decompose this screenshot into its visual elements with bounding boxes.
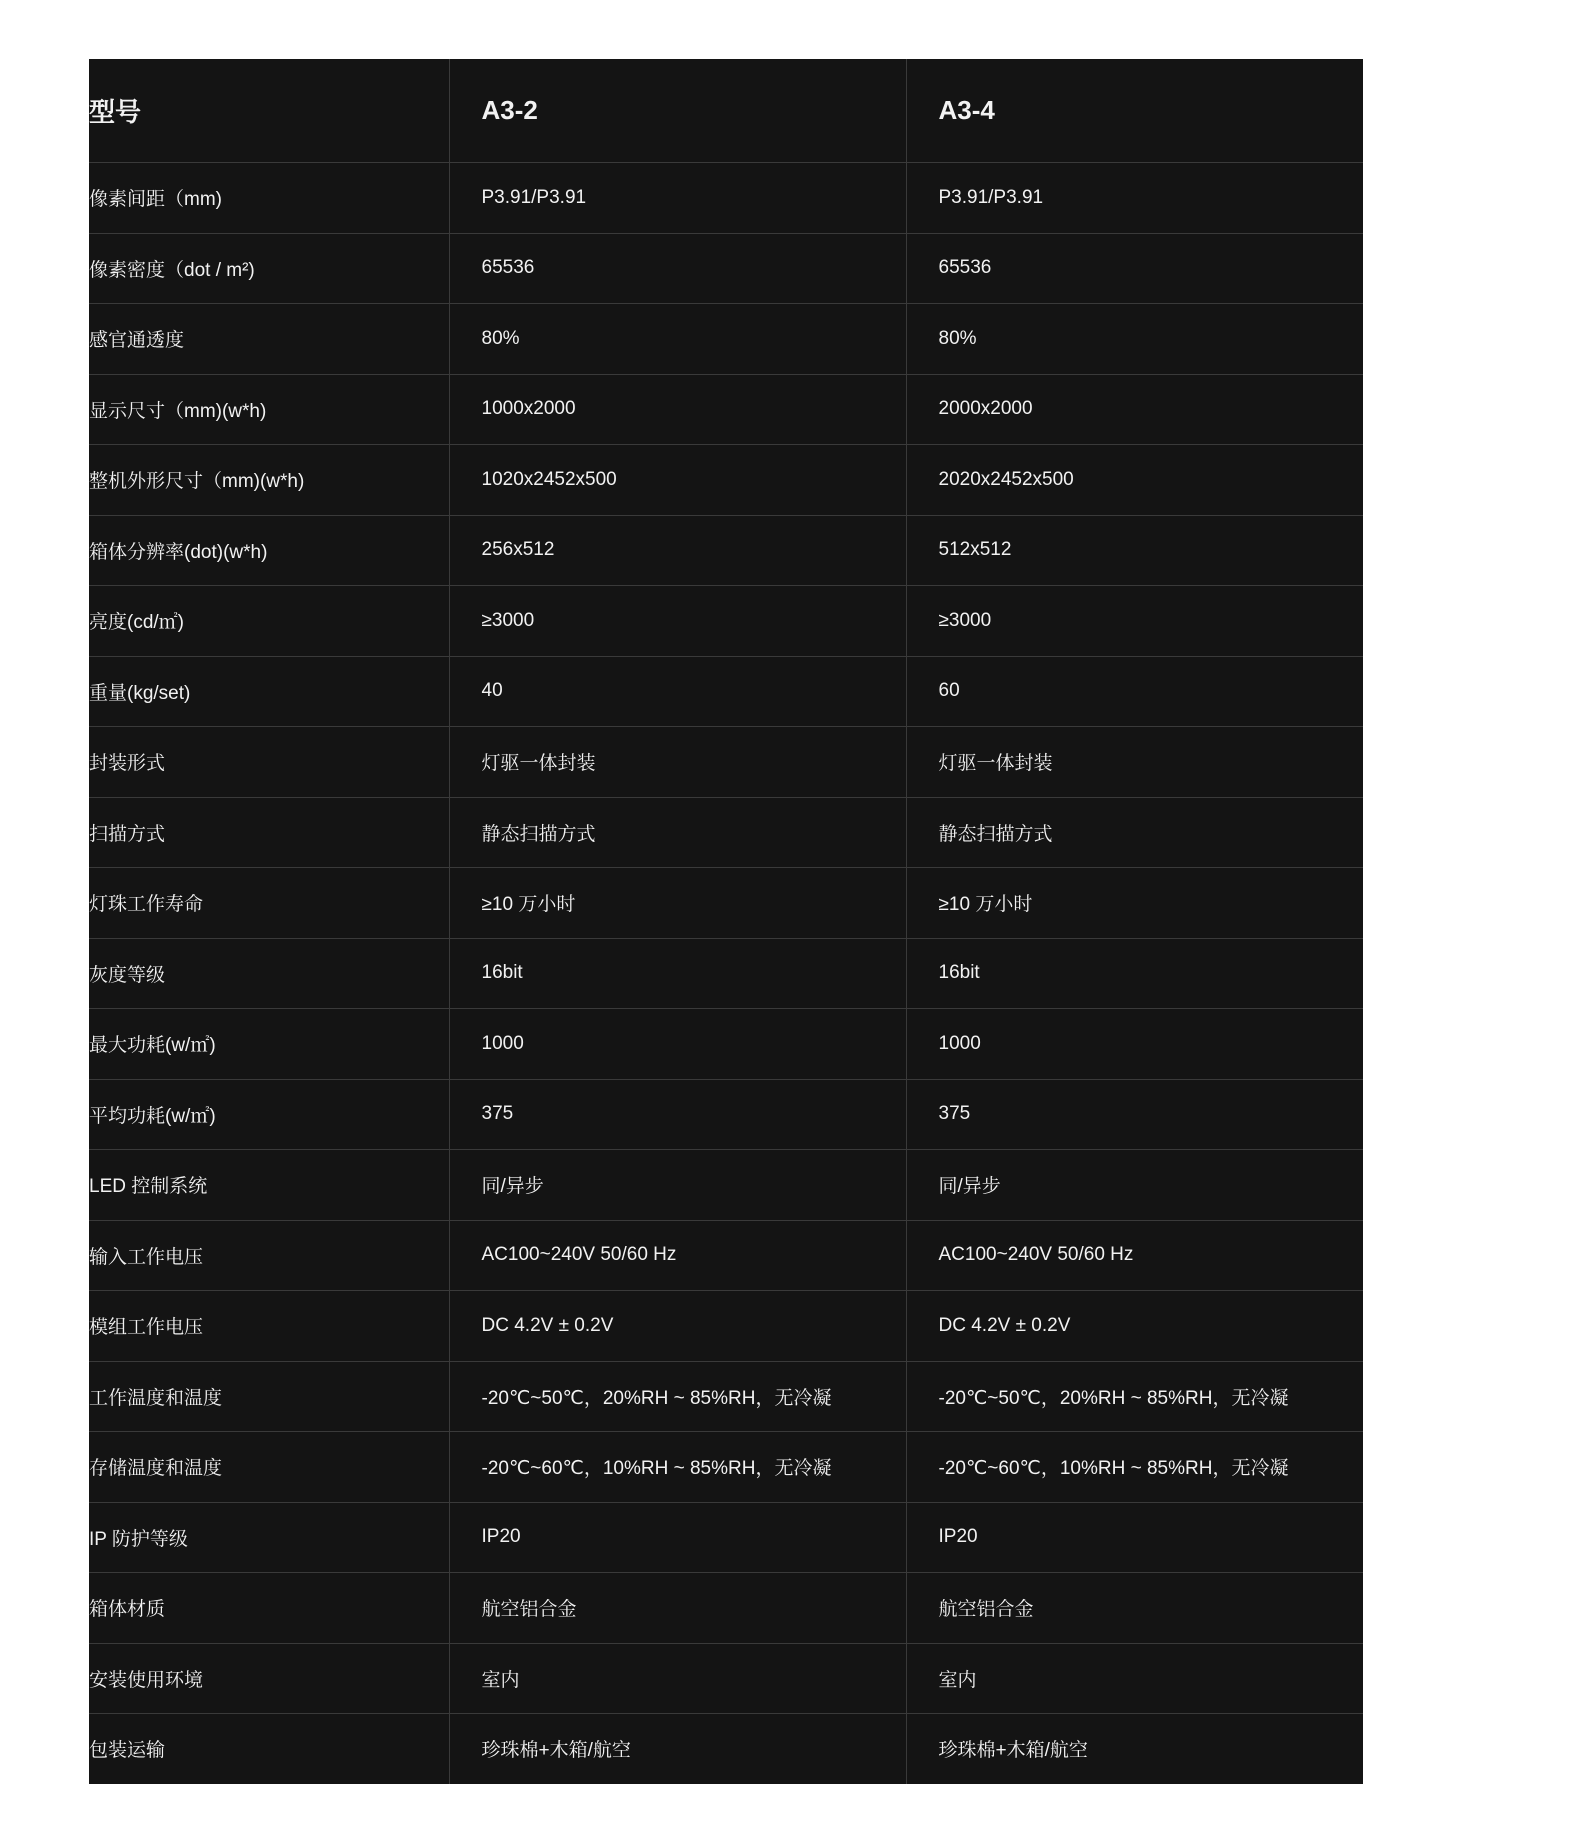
row-value-a3-2: -20℃~50℃，20%RH ~ 85%RH，无冷凝 [449,1361,906,1432]
row-value-a3-2: 1000 [449,1009,906,1080]
row-value-a3-4: ≥3000 [906,586,1363,657]
row-label: 箱体材质 [89,1573,449,1644]
table-row [89,586,1363,657]
row-label: 存储温度和温度 [89,1432,449,1503]
row-label: 扫描方式 [89,797,449,868]
row-value-a3-2: P3.91/P3.91 [449,163,906,234]
row-label: 箱体分辨率(dot)(w*h) [89,515,449,586]
row-value-a3-4: 80% [906,304,1363,375]
table-row [89,1714,1363,1784]
row-value-a3-4: 航空铝合金 [906,1573,1363,1644]
row-value-a3-4: AC100~240V 50/60 Hz [906,1220,1363,1291]
row-value-a3-4: ≥10 万小时 [906,868,1363,939]
row-label: LED 控制系统 [89,1150,449,1221]
row-label: 输入工作电压 [89,1220,449,1291]
row-value-a3-4: IP20 [906,1502,1363,1573]
row-label: 像素间距（mm) [89,163,449,234]
table-row [89,1150,1363,1221]
row-value-a3-2: IP20 [449,1502,906,1573]
row-value-a3-2: 灯驱一体封装 [449,727,906,798]
row-value-a3-4: 60 [906,656,1363,727]
table-row [89,233,1363,304]
row-label: IP 防护等级 [89,1502,449,1573]
row-value-a3-4: 珍珠棉+木箱/航空 [906,1714,1363,1784]
row-value-a3-2: 1000x2000 [449,374,906,445]
table-row [89,868,1363,939]
row-value-a3-4: P3.91/P3.91 [906,163,1363,234]
row-value-a3-4: DC 4.2V ± 0.2V [906,1291,1363,1362]
row-value-a3-4: 2000x2000 [906,374,1363,445]
row-label: 像素密度（dot / m²) [89,233,449,304]
row-value-a3-4: 512x512 [906,515,1363,586]
row-label: 安装使用环境 [89,1643,449,1714]
table-row [89,445,1363,516]
row-label: 最大功耗(w/㎡) [89,1009,449,1080]
table-row [89,374,1363,445]
row-value-a3-2: 65536 [449,233,906,304]
table-row [89,1220,1363,1291]
row-value-a3-4: 16bit [906,938,1363,1009]
row-value-a3-2: 静态扫描方式 [449,797,906,868]
row-label: 灰度等级 [89,938,449,1009]
table-row [89,727,1363,798]
table-row [89,1502,1363,1573]
header-label: 型号 [89,59,449,163]
row-value-a3-2: -20℃~60℃，10%RH ~ 85%RH，无冷凝 [449,1432,906,1503]
table-body [89,163,1363,1784]
row-value-a3-4: 65536 [906,233,1363,304]
table-row [89,1291,1363,1362]
table-row [89,1361,1363,1432]
row-label: 工作温度和温度 [89,1361,449,1432]
row-value-a3-4: 静态扫描方式 [906,797,1363,868]
row-value-a3-2: 80% [449,304,906,375]
row-value-a3-4: 同/异步 [906,1150,1363,1221]
table-row [89,656,1363,727]
row-value-a3-2: ≥3000 [449,586,906,657]
table-row [89,515,1363,586]
row-value-a3-4: -20℃~50℃，20%RH ~ 85%RH，无冷凝 [906,1361,1363,1432]
row-value-a3-2: 同/异步 [449,1150,906,1221]
header-model-a3-2: A3-2 [449,59,906,163]
row-label: 感官通透度 [89,304,449,375]
row-value-a3-2: 航空铝合金 [449,1573,906,1644]
table-row [89,304,1363,375]
row-value-a3-2: DC 4.2V ± 0.2V [449,1291,906,1362]
row-value-a3-2: 375 [449,1079,906,1150]
row-value-a3-4: 1000 [906,1009,1363,1080]
row-label: 平均功耗(w/㎡) [89,1079,449,1150]
row-label: 显示尺寸（mm)(w*h) [89,374,449,445]
table-row [89,1573,1363,1644]
row-value-a3-2: ≥10 万小时 [449,868,906,939]
table-row [89,1079,1363,1150]
row-label: 模组工作电压 [89,1291,449,1362]
row-value-a3-4: 室内 [906,1643,1363,1714]
table-row [89,163,1363,234]
table-row [89,1432,1363,1503]
spec-table [89,59,1363,1784]
row-value-a3-2: 室内 [449,1643,906,1714]
row-label: 灯珠工作寿命 [89,868,449,939]
header-model-a3-4: A3-4 [906,59,1363,163]
row-label: 亮度(cd/㎡) [89,586,449,657]
row-value-a3-2: 珍珠棉+木箱/航空 [449,1714,906,1784]
row-label: 包装运输 [89,1740,166,1762]
row-value-a3-4: 375 [906,1079,1363,1150]
table-header-row [89,59,1363,163]
table-row [89,797,1363,868]
row-value-a3-2: 16bit [449,938,906,1009]
table-row [89,1643,1363,1714]
row-label: 整机外形尺寸（mm)(w*h) [89,445,449,516]
row-label: 重量(kg/set) [89,656,449,727]
table-row [89,1009,1363,1080]
row-value-a3-4: 灯驱一体封装 [906,727,1363,798]
row-value-a3-2: 256x512 [449,515,906,586]
row-label: 封装形式 [89,727,449,798]
row-value-a3-4: 2020x2452x500 [906,445,1363,516]
table-row [89,938,1363,1009]
row-value-a3-2: 40 [449,656,906,727]
row-value-a3-2: 1020x2452x500 [449,445,906,516]
row-value-a3-4: -20℃~60℃，10%RH ~ 85%RH，无冷凝 [906,1432,1363,1503]
row-value-a3-2: AC100~240V 50/60 Hz [449,1220,906,1291]
